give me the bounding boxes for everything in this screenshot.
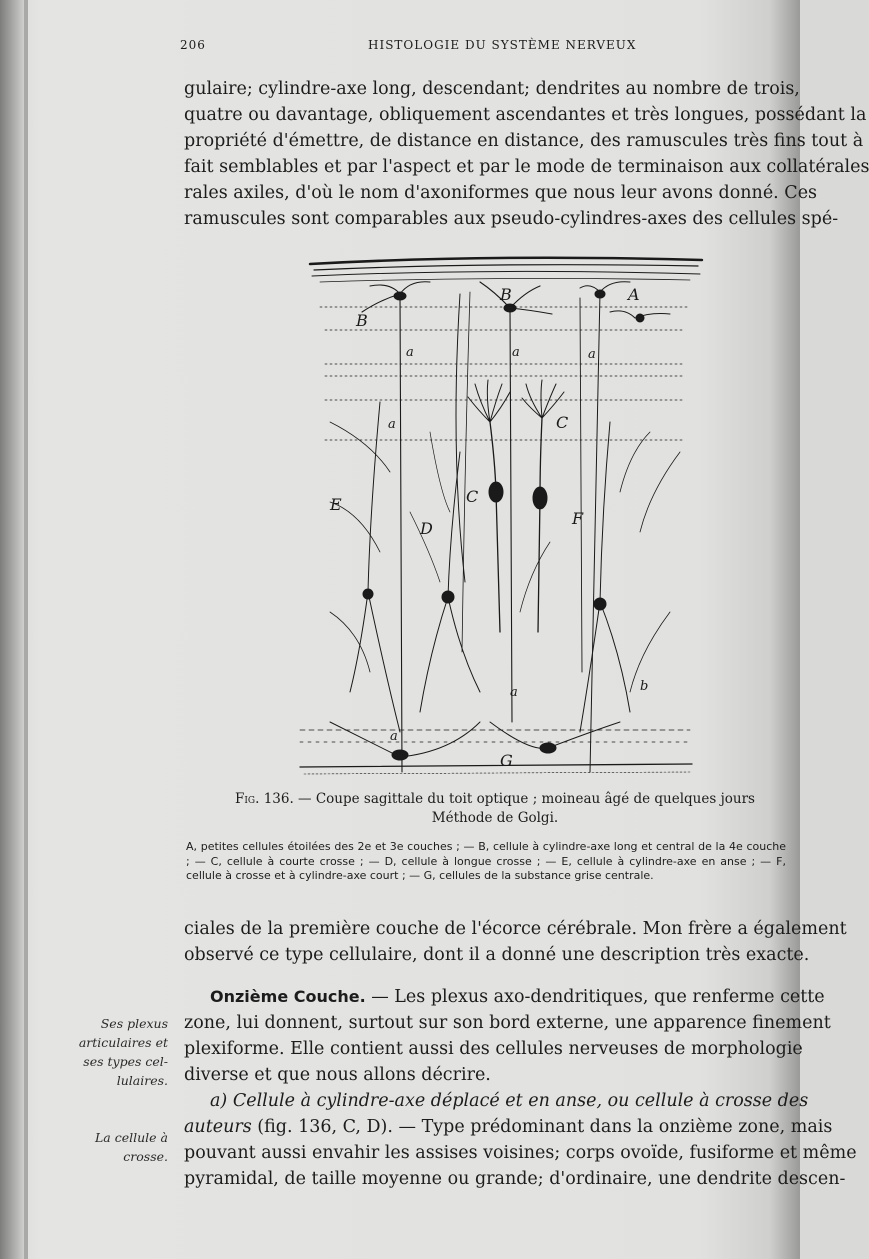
line-text: ramuscules sont comparables aux pseudo-cylindres-axes des cellules spé- bbox=[184, 209, 839, 229]
text-line bbox=[184, 206, 839, 232]
line-text: — Les plexus axo-dendritiques, que renferme cette bbox=[365, 987, 825, 1007]
figure-label-a: a bbox=[406, 345, 414, 360]
line-text: pyramidal, de taille moyenne ou grande; d'ordinaire, une dendrite descen- bbox=[184, 1169, 846, 1189]
caption-method: Méthode de Golgi. bbox=[431, 810, 559, 826]
text-line bbox=[184, 180, 818, 206]
line-text: propriété d'émettre, de distance en distance, des ramuscules très fins tout à bbox=[184, 131, 864, 151]
page-number: 206 bbox=[180, 38, 206, 52]
golgi-stain-figure bbox=[290, 252, 704, 782]
figure-label-a: a bbox=[388, 417, 396, 432]
section-heading: Onzième Couche. bbox=[210, 987, 366, 1006]
line-text: observé ce type cellulaire, dont il a donné une description très exacte. bbox=[184, 945, 810, 965]
margin-note-line: lulaires. bbox=[116, 1073, 168, 1088]
line-text: (fig. 136, C, D). — Type prédominant dans la onzième zone, mais bbox=[251, 1117, 833, 1137]
figure-label-F: F bbox=[572, 509, 584, 528]
figure-label-C: C bbox=[556, 413, 569, 432]
figure-label-C2: C bbox=[466, 487, 479, 506]
figure-label-a: a bbox=[588, 347, 596, 362]
margin-note-line: ses types cel- bbox=[83, 1054, 168, 1069]
text-line bbox=[184, 984, 825, 1010]
text-line bbox=[184, 942, 810, 968]
text-line bbox=[184, 1062, 782, 1088]
figure-label-E: E bbox=[330, 495, 342, 514]
figure-label-D: D bbox=[420, 519, 433, 538]
section-eleventh-layer bbox=[184, 984, 857, 1192]
text-line bbox=[184, 76, 800, 102]
margin-note-crosse bbox=[62, 1128, 168, 1166]
figure-label-a: a bbox=[510, 685, 518, 700]
caption-line bbox=[220, 790, 770, 809]
figure-caption bbox=[220, 790, 770, 828]
text-line bbox=[184, 916, 847, 942]
text-line bbox=[184, 128, 864, 154]
figure-label-B-left: B bbox=[356, 311, 368, 330]
text-line bbox=[184, 102, 867, 128]
margin-note-line: crosse. bbox=[123, 1149, 168, 1164]
figure-label-a: a bbox=[390, 729, 398, 744]
caption-text: — Coupe sagittale du toit optique ; moineau âgé de quelques jours bbox=[293, 791, 755, 807]
book-spine bbox=[0, 0, 24, 1259]
page-fold bbox=[24, 0, 28, 1259]
figure-label-A: A bbox=[628, 285, 640, 304]
margin-note-line: articulaires et bbox=[78, 1035, 168, 1050]
line-text: plexiforme. Elle contient aussi des cellules nerveuses de morphologie bbox=[184, 1039, 803, 1059]
caption-prefix: Fig. 136. bbox=[235, 791, 294, 807]
text-line bbox=[184, 1036, 803, 1062]
item-a-prefix: a) bbox=[210, 1091, 228, 1111]
line-text: zone, lui donnent, surtout sur son bord externe, une apparence finement bbox=[184, 1013, 831, 1033]
margin-note-line: Ses plexus bbox=[100, 1016, 168, 1031]
text-line bbox=[184, 1010, 831, 1036]
figure-label-G: G bbox=[500, 751, 513, 770]
figure-label-a: a bbox=[512, 345, 520, 360]
item-a-title: Cellule à cylindre-axe déplacé et en anse, ou cellule à crosse des bbox=[232, 1091, 809, 1111]
middle-paragraph bbox=[184, 916, 847, 968]
item-a-italic: auteurs bbox=[184, 1117, 252, 1137]
margin-note-plexus bbox=[62, 1014, 168, 1090]
text-line bbox=[184, 1114, 833, 1140]
margin-note-line: La cellule à bbox=[95, 1130, 168, 1145]
running-header bbox=[180, 36, 780, 56]
figure-label-b: b bbox=[640, 679, 649, 694]
line-text: quatre ou davantage, obliquement ascendantes et très longues, possédant la bbox=[184, 105, 867, 125]
running-title: HISTOLOGIE DU SYSTÈME NERVEUX bbox=[368, 38, 637, 52]
top-paragraph bbox=[184, 76, 869, 232]
line-text: ciales de la première couche de l'écorce cérébrale. Mon frère a également bbox=[184, 919, 847, 939]
figure-legend: A, petites cellules étoilées des 2e et 3e couches ; — B, cellule à cylindre-axe long et central de la 4e couche ; — C, cellule à courte crosse ; — D, cellule à longue crosse ; — E, cellule à cylindre-axe en anse ; — F, cellule à crosse et à cylindre-axe court ; — G, cellules de la substance grise centrale. bbox=[186, 840, 786, 882]
text-line bbox=[184, 154, 869, 180]
text-line bbox=[184, 1088, 809, 1114]
line-text: diverse et que nous allons décrire. bbox=[184, 1065, 491, 1085]
line-text: gulaire; cylindre-axe long, descendant; dendrites au nombre de trois, bbox=[184, 79, 800, 99]
text-line bbox=[184, 1166, 846, 1192]
text-line bbox=[184, 1140, 857, 1166]
line-text: fait semblables et par l'aspect et par le mode de terminaison aux collatérales bbox=[184, 157, 869, 177]
figure-label-B: B bbox=[500, 285, 512, 304]
line-text: pouvant aussi envahir les assises voisines; corps ovoïde, fusiforme et même bbox=[184, 1143, 857, 1163]
line-text: rales axiles, d'où le nom d'axoniformes que nous leur avons donné. Ces bbox=[184, 183, 818, 203]
